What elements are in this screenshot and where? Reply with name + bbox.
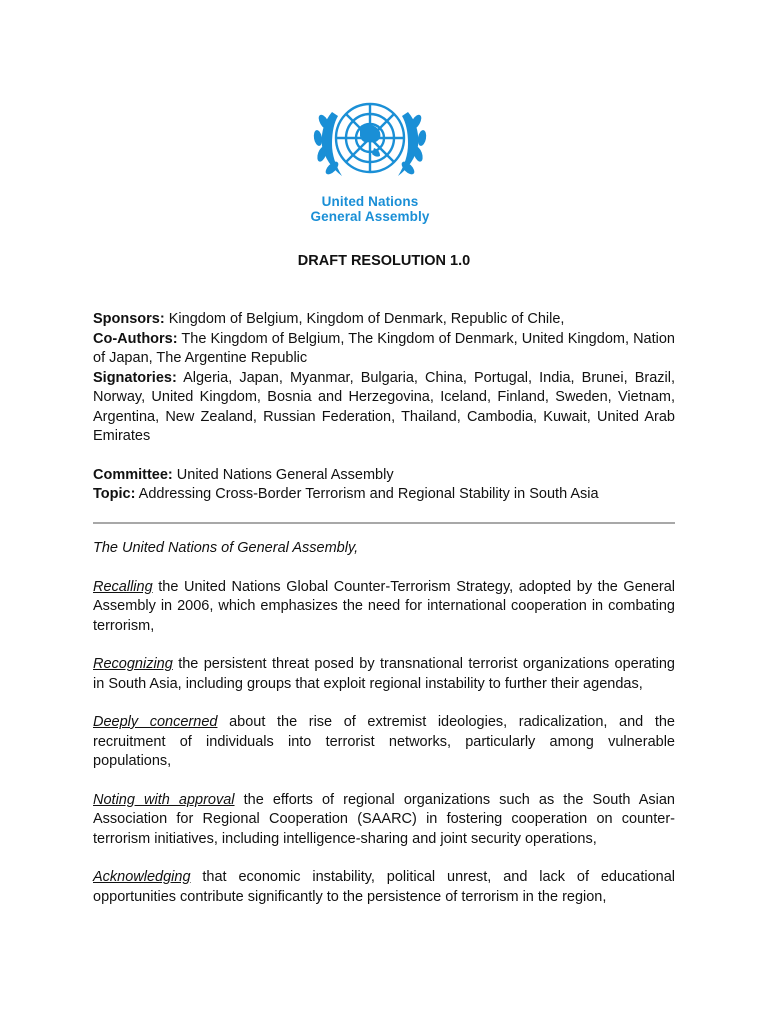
committee-label: Committee: (93, 466, 173, 483)
coauthors-line (93, 330, 675, 369)
preamble-intro: The United Nations of General Assembly, (93, 540, 359, 556)
resolution-body (93, 539, 675, 926)
clause-recalling (93, 578, 675, 637)
sponsors-label: Sponsors: (93, 311, 165, 327)
sponsors-value: Kingdom of Belgium, Kingdom of Denmark, Republic of Chile, (164, 311, 565, 327)
clause-text: that economic instability, political unrest, and lack of educational opportunities contribute significantly to the persistence of terrorism in the region, (93, 869, 675, 905)
clause-keyword: Recognizing (93, 656, 173, 672)
clause-keyword: Acknowledging (93, 869, 191, 885)
topic-label: Topic: (93, 486, 136, 502)
signatories-value: Algeria, Japan, Myanmar, Bulgaria, China, Portugal, India, Brunei, Brazil, Norway, United Kingdom, Bosnia and Herzegovina, Iceland, Finland, Sweden, Vietnam, Argentina, New Zealand, Russian Federation, Thailand, Cambodia, Kuwait, United Arab Emirates (93, 369, 675, 444)
clause-noting-with-approval (93, 791, 675, 850)
signatories-label: Signatories: (93, 369, 177, 386)
section-divider (93, 522, 675, 524)
clause-keyword: Deeply concerned (93, 714, 218, 730)
clause-text: about the rise of extremist ideologies, radicalization, and the recruitment of individuals into terrorist networks, particularly among vulnerable populations, (93, 714, 675, 769)
clause-keyword: Recalling (93, 578, 153, 595)
topic-line (93, 485, 675, 505)
clause-deeply-concerned (93, 713, 675, 772)
un-emblem-icon (302, 92, 438, 190)
sponsors-line (93, 310, 675, 330)
clause-text: the United Nations Global Counter-Terrorism Strategy, adopted by the General Assembly in 2006, which emphasizes the need for international cooperation in combating terrorism, (93, 578, 675, 634)
resolution-meta (93, 310, 675, 505)
clause-keyword: Noting with approval (93, 791, 235, 808)
committee-value: United Nations General Assembly (172, 466, 394, 483)
committee-line (93, 466, 675, 486)
coauthors-value: The Kingdom of Belgium, The Kingdom of Denmark, United Kingdom, Nation of Japan, The Argentine Republic (93, 330, 675, 366)
clause-acknowledging (93, 868, 675, 907)
signatories-line (93, 369, 675, 447)
coauthors-label: Co-Authors: (93, 330, 178, 347)
clause-text: the efforts of regional organizations such as the South Asian Association for Regional Cooperation (SAARC) in fostering cooperation on counter-terrorism initiatives, including intelligence-sharing and joint security operations, (93, 791, 675, 847)
logo-line-2: General Assembly (310, 209, 430, 224)
logo-line-1: United Nations (321, 194, 419, 209)
clause-recognizing (93, 655, 675, 694)
logo-caption (300, 194, 440, 224)
document-title: DRAFT RESOLUTION 1.0 (297, 253, 471, 269)
un-logo (300, 92, 440, 227)
topic-value: Addressing Cross-Border Terrorism and Regional Stability in South Asia (135, 486, 599, 502)
clause-text: the persistent threat posed by transnational terrorist organizations operating in South Asia, including groups that exploit regional instability to further their agendas, (93, 656, 675, 692)
